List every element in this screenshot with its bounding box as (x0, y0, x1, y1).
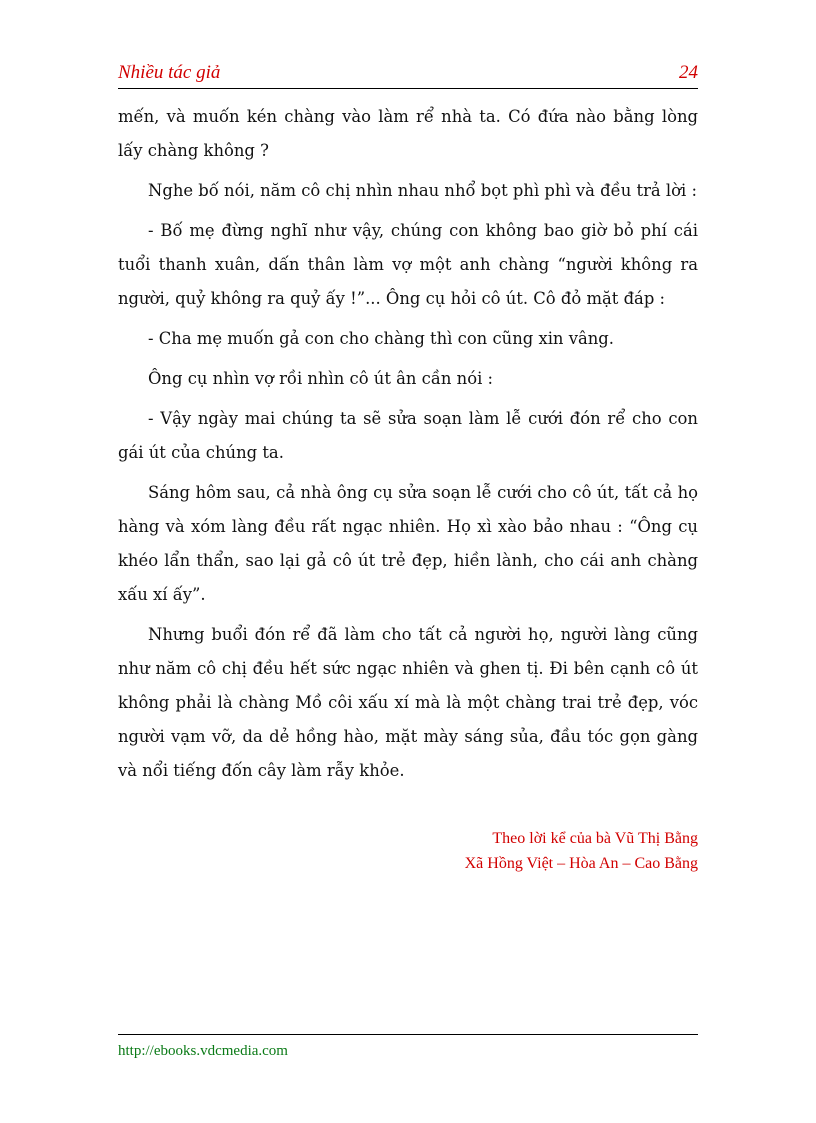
attribution-narrator: Theo lời kể của bà Vũ Thị Bằng (492, 830, 698, 847)
page-header (118, 60, 698, 89)
paragraph: Sáng hôm sau, cả nhà ông cụ sửa soạn lễ cưới cho cô út, tất cả họ hàng và xóm làng đều rất ngạc nhiên. Họ xì xào bảo nhau : “Ông cụ khéo lẩn thẩn, sao lại gả cô út trẻ đẹp, hiền lành, cho cái anh chàng xấu xí ấy”. (118, 483, 698, 604)
paragraph: Ông cụ nhìn vợ rồi nhìn cô út ân cần nói : (148, 369, 494, 388)
paragraph: mến, và muốn kén chàng vào làm rể nhà ta. Có đứa nào bằng lòng lấy chàng không ? (118, 107, 698, 160)
paragraph: Nhưng buổi đón rể đã làm cho tất cả người họ, người làng cũng như năm cô chị đều hết sức ngạc nhiên và ghen tị. Đi bên cạnh cô út không phải là chàng Mồ côi xấu xí mà là một chàng trai trẻ đẹp, vóc người vạm vỡ, da dẻ hồng hào, mặt mày sáng sủa, đầu tóc gọn gàng và nổi tiếng đốn cây làm rẫy khỏe. (118, 625, 698, 780)
footer-divider (118, 1034, 698, 1035)
header-title: Nhiều tác giả (118, 62, 221, 83)
header-page-number: 24 (679, 62, 698, 83)
paragraph: - Bố mẹ đừng nghĩ như vậy, chúng con không bao giờ bỏ phí cái tuổi thanh xuân, dấn thân làm vợ một anh chàng “người không ra người, quỷ không ra quỷ ấy !”... Ông cụ hỏi cô út. Cô đỏ mặt đáp : (118, 221, 698, 308)
footer-link[interactable]: http://ebooks.vdcmedia.com (118, 1043, 288, 1059)
attribution (465, 826, 698, 876)
paragraph: - Cha mẹ muốn gả con cho chàng thì con cũng xin vâng. (148, 329, 614, 348)
attribution-location: Xã Hồng Việt – Hòa An – Cao Bằng (464, 855, 698, 872)
paragraph: Nghe bố nói, năm cô chị nhìn nhau nhổ bọt phì phì và đều trả lời : (148, 181, 697, 200)
story-body (118, 100, 698, 794)
paragraph: - Vậy ngày mai chúng ta sẽ sửa soạn làm lễ cưới đón rể cho con gái út của chúng ta. (118, 409, 698, 462)
